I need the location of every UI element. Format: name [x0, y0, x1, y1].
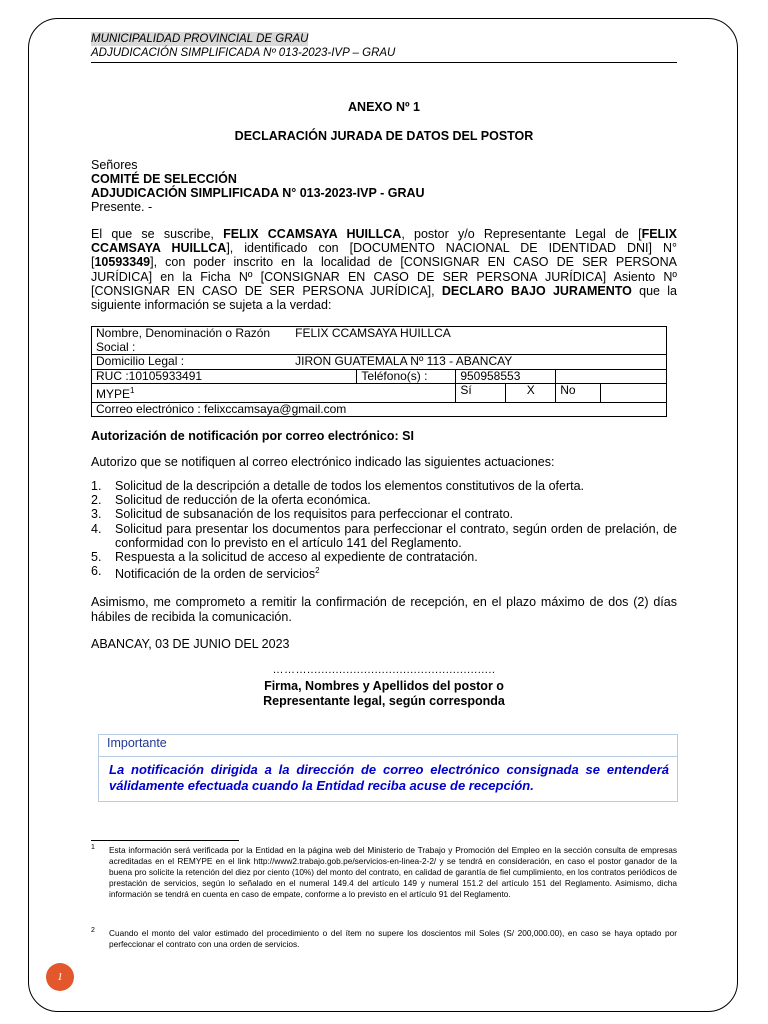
mype-x-mark: X [506, 384, 556, 403]
list-number: 4. [91, 521, 102, 536]
important-title: Importante [107, 736, 167, 750]
header-entity: MUNICIPALIDAD PROVINCIAL DE GRAU [91, 33, 309, 45]
list-item [91, 493, 677, 507]
list-number: 2. [91, 493, 102, 508]
authorization-text: Autorizo que se notifiquen al correo electrónico indicado las siguientes actuaciones: [91, 455, 555, 469]
list-item [91, 564, 677, 581]
table-row [92, 384, 667, 403]
greeting: Señores [91, 158, 138, 172]
table-row [92, 327, 667, 355]
list-text: Solicitud de reducción de la oferta económica. [115, 493, 371, 508]
mype-text: MYPE [96, 387, 131, 401]
process-reference: ADJUDICACIÓN SIMPLIFICADA N° 013-2023-IVP - GRAU [91, 186, 425, 200]
footnote-number: 2 [91, 927, 95, 934]
commitment-paragraph: Asimismo, me comprometo a remitir la confirmación de recepción, en el plazo máximo de dos (2) días hábiles de recibida la comunicación. [91, 595, 677, 624]
list-item [91, 479, 677, 493]
footnote-1 [91, 845, 677, 900]
table-row [92, 369, 667, 384]
mype-footnote-ref: 1 [130, 386, 135, 395]
header-rule [91, 62, 677, 63]
name-label: Nombre, Denominación o Razón Social : [92, 327, 292, 355]
footnote-number: 1 [91, 844, 95, 851]
footnote-2 [91, 928, 677, 950]
footnote-text: Esta información será verificada por la Entidad en la página web del Ministerio de Trabajo y Promoción del Empleo en la sección consulta de empresas acreditadas en el REMYPE en el link http://www2.trabajo.gob.pe/servicios-en-linea-2-2/ y se tendrá en consideración, en caso el postor ganador de la buena pro solicite la retención del diez por ciento (10%) del monto del contrato, en calidad de garantía de fiel cumplimiento, en los contratos periódicos de prestación de servicios, según lo señalado en el numeral 149.4 del artículo 149 y numeral 151.2 del artículo 151 del Reglamento. Asimismo, dicha información se tendrá en cuenta en caso de empate, conforme a lo previsto en el artículo 91 del Reglamento. [109, 845, 677, 899]
domicile-value: JIRON GUATEMALA Nº 113 - ABANCAY [291, 355, 666, 370]
signer-name: FELIX CCAMSAYA HUILLCA [223, 227, 402, 241]
intro-text-1: El que se suscribe, [91, 227, 224, 241]
declaration-title: DECLARACIÓN JURADA DE DATOS DEL POSTOR [234, 129, 534, 143]
ruc-cell: RUC :10105933491 [92, 369, 357, 384]
table-row [92, 402, 667, 417]
empty-cell [556, 369, 667, 384]
list-number: 6. [91, 564, 102, 579]
email-cell: Correo electrónico : felixccamsaya@gmail.com [92, 402, 667, 417]
domicile-label: Domicilio Legal : [92, 355, 292, 370]
company-name: FELIX CCAMSAYA HUILLCA [91, 227, 677, 256]
list-number: 5. [91, 550, 102, 565]
intro-text-3: ], identificado con [DOCUMENTO NACIONAL DE IDENTIDAD DNI] N° [ [91, 241, 677, 270]
mype-no: No [556, 384, 601, 403]
phone-label: Teléfono(s) : [357, 369, 456, 384]
declaro-bajo-juramento: DECLARO BAJO JURAMENTO [441, 283, 632, 298]
list-text: Notificación de la orden de servicios [115, 567, 316, 582]
authorization-title: Autorización de notificación por correo electrónico: SI [91, 429, 414, 443]
addressee-block [91, 158, 425, 214]
mype-label [92, 384, 456, 403]
signature-caption-line2: Representante legal, según corresponda [263, 694, 505, 708]
list-item [91, 550, 677, 564]
presente: Presente. - [91, 200, 153, 214]
list-text: Solicitud de la descripción a detalle de todos los elementos constitutivos de la oferta. [115, 479, 585, 493]
committee: COMITÉ DE SELECCIÓN [91, 172, 237, 186]
footnote-text: Cuando el monto del valor estimado del procedimiento o del ítem no supere los doscientos mil Soles (S/ 200,000.00), en caso se haya optado por perfeccionar el contrato con una orden de servicios. [109, 928, 677, 949]
date-line: ABANCAY, 03 DE JUNIO DEL 2023 [91, 637, 290, 651]
annex-title: ANEXO Nº 1 [348, 100, 420, 114]
intro-text-2: , postor y/o Representante Legal de [ [401, 227, 642, 241]
document-header [91, 32, 677, 60]
intro-text-4: ], con poder inscrito en la localidad de [CONSIGNAR EN CASO DE SER PERSONA JURÍDICA] en la Ficha Nº [CONSIGNAR EN CASO DE SER PERSONA JURÍDICA] Asiento Nº [CONSIGNAR EN CASO DE SER PERSONA JURÍDICA], [91, 255, 677, 298]
signature-caption [0, 679, 768, 709]
list-number: 3. [91, 507, 102, 522]
name-value: FELIX CCAMSAYA HUILLCA [291, 327, 666, 355]
table-row [92, 355, 667, 370]
bidder-data-table [91, 326, 667, 417]
important-box [98, 734, 678, 802]
list-item [91, 522, 677, 550]
intro-text-5: que la siguiente información se sujeta a la verdad: [91, 283, 677, 313]
footnote-rule [91, 840, 239, 841]
mype-si: Sí [456, 384, 506, 403]
important-message: La notificación dirigida a la dirección de correo electrónico consignada se entenderá válidamente efectuada cuando la Entidad reciba acuse de recepción. [109, 762, 669, 793]
page-number-badge: 1 [46, 963, 74, 991]
header-process: ADJUDICACIÓN SIMPLIFICADA Nº 013-2023-IVP – GRAU [91, 47, 396, 59]
mype-no-box [601, 384, 667, 403]
list-number: 1. [91, 479, 102, 493]
phone-value: 950958553 [456, 369, 556, 384]
list-item [91, 507, 677, 521]
signature-caption-line1: Firma, Nombres y Apellidos del postor o [264, 679, 504, 693]
list-text: Solicitud para presentar los documentos para perfeccionar el contrato, según orden de prelación, de conformidad con lo previsto en el artículo 141 del Reglamento. [115, 521, 677, 550]
important-divider [99, 756, 677, 757]
list-text: Solicitud de subsanación de los requisitos para perfeccionar el contrato. [115, 507, 514, 522]
intro-paragraph [91, 227, 677, 312]
dni-number: 10593349 [94, 255, 151, 270]
footnote-ref: 2 [315, 566, 320, 576]
actions-list [91, 479, 677, 582]
list-text: Respuesta a la solicitud de acceso al expediente de contratación. [115, 550, 478, 565]
signature-line: ………..................................................... [272, 664, 496, 676]
